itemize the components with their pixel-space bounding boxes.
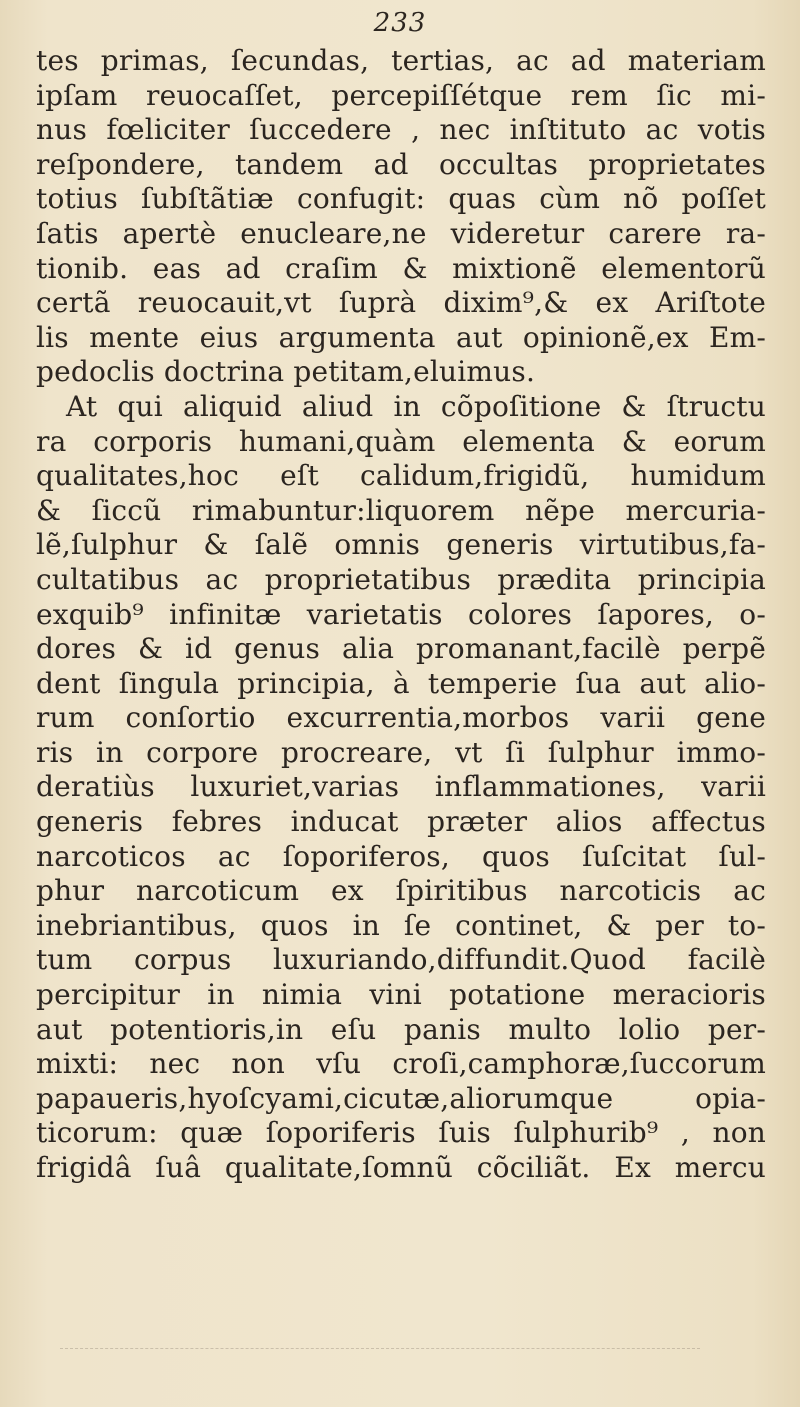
text-line: frigidâ ſuâ qualitate,ſomnũ cõciliãt. Ex mercu — [36, 1151, 766, 1184]
text-line: ris in corpore procreare, vt ſi ſulphur immo- — [36, 735, 766, 769]
text-line: aut potentioris,in eſu panis multo lolio per- — [36, 1012, 766, 1046]
text-line: lẽ,ſulphur & ſalẽ omnis generis virtutibus,fa- — [36, 528, 766, 562]
text-line: reſpondere, tandem ad occultas proprietates — [36, 147, 766, 181]
text-line: qualitates,hoc eſt calidum,frigidũ, humidum — [36, 459, 766, 493]
text-line: totius ſubſtãtiæ confugit: quas cùm nõ poſſet — [36, 182, 766, 216]
text-line: lis mente eius argumenta aut opinionẽ,ex Em- — [36, 320, 766, 354]
text-line: exquib⁹ infinitæ varietatis colores ſapores, o- — [36, 597, 766, 631]
text-line: certã reuocauit,vt ſuprà dixim⁹,& ex Ariſtote — [36, 286, 766, 320]
text-line: narcoticos ac ſoporiferos, quos ſuſcitat ſul- — [36, 839, 766, 873]
text-line: tes primas, ſecundas, tertias, ac ad materiam — [36, 44, 766, 77]
text-line: percipitur in nimia vini potatione meracioris — [36, 978, 766, 1012]
text-line: tum corpus luxuriando,diffundit.Quod facilè — [36, 943, 766, 977]
text-line: nus fœliciter ſuccedere , nec inſtituto ac votis — [36, 113, 766, 147]
text-line: tionib. eas ad craſim & mixtionẽ elementorũ — [36, 251, 766, 285]
text-line: deratiùs luxuriet,varias inflammationes, varii — [36, 770, 766, 804]
text-line: ipſam reuocaſſet, percepiſſétque rem ſic mi- — [36, 78, 766, 112]
text-line: generis febres inducat præter alios affectus — [36, 805, 766, 839]
text-line: At qui aliquid aliud in cõpoſitione & ſtructu — [66, 389, 766, 423]
text-line: papaueris,hyoſcyami,cicutæ,aliorumque opia- — [36, 1081, 766, 1115]
text-line: dores & id genus alia promanant,facilè perpẽ — [36, 632, 766, 666]
text-line: pedoclis doctrina petitam,eluimus. — [36, 355, 536, 389]
text-line: cultatibus ac proprietatibus prædita principia — [36, 562, 766, 596]
text-line: & ſiccũ rimabuntur:liquorem nẽpe mercuria- — [36, 493, 766, 527]
text-line: rum conſortio excurrentia,morbos varii gene — [36, 701, 766, 735]
text-line: ticorum: quæ ſoporiferis ſuis ſulphurib⁹ , non — [36, 1116, 766, 1150]
text-line: dent ſingula principia, à temperie ſua aut alio- — [36, 666, 766, 700]
text-line: ra corporis humani,quàm elementa & eorum — [36, 424, 766, 458]
text-line: phur narcoticum ex ſpiritibus narcoticis ac — [36, 874, 766, 908]
bottom-rule — [60, 1348, 700, 1350]
body-text — [36, 44, 766, 1186]
text-line: inebriantibus, quos in ſe continet, & per to- — [36, 908, 766, 942]
text-line: mixti: nec non vſu croſi,camphoræ,ſuccorum — [36, 1047, 766, 1081]
page-number: 233 — [373, 8, 427, 38]
text-line: ſatis apertè enucleare,ne videretur carere ra- — [36, 216, 766, 250]
